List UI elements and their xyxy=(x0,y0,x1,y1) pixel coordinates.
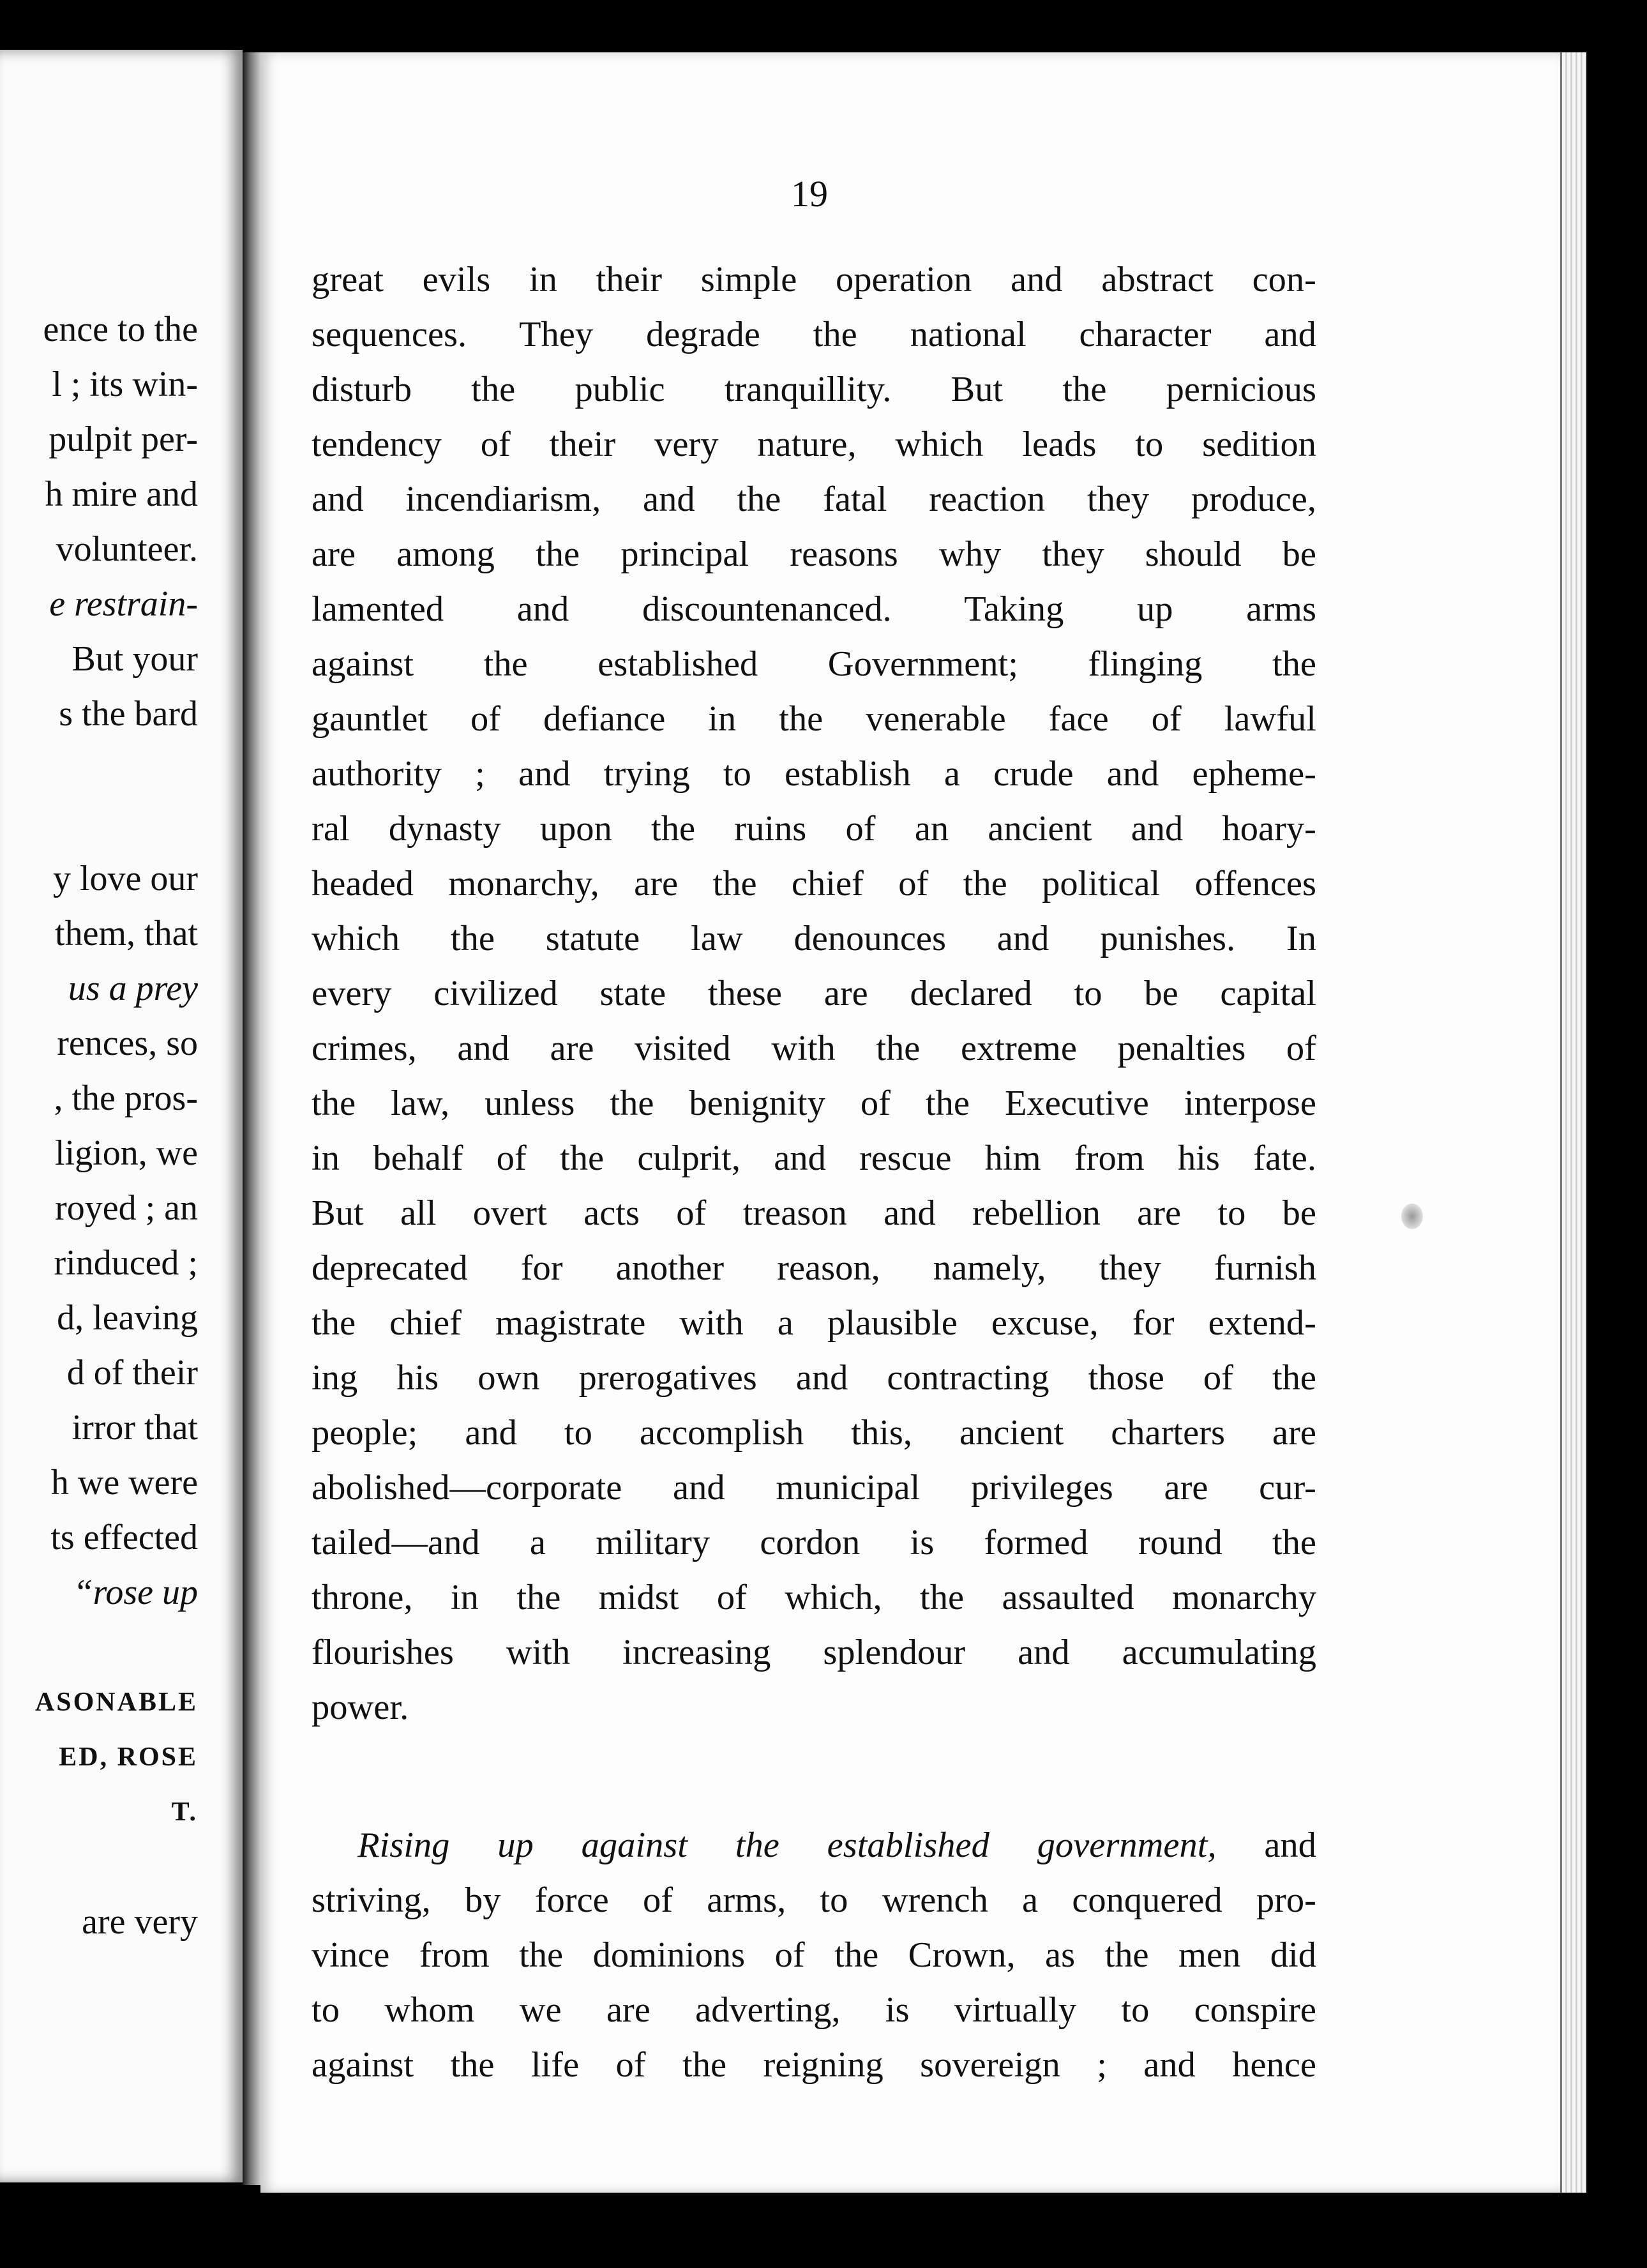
left-line: us a prey xyxy=(68,969,198,1008)
left-line: “rose up xyxy=(73,1573,198,1612)
left-line: ligion, we xyxy=(55,1133,198,1173)
left-line: volunteer. xyxy=(56,529,198,569)
text-line: abolished—corporate and municipal privileges are cur- xyxy=(312,1468,1316,1508)
ink-spot xyxy=(1401,1204,1423,1229)
text-line: great evils in their simple operation and abstract con- xyxy=(312,260,1316,299)
left-line: s the bard xyxy=(59,694,198,734)
left-line: h we were xyxy=(50,1463,198,1502)
page-edge xyxy=(1560,52,1586,2193)
book-gutter xyxy=(243,52,260,2185)
text-line: to whom we are adverting, is virtually to conspire xyxy=(312,1990,1316,2030)
text-line: the chief magistrate with a plausible excuse, for extend- xyxy=(312,1303,1316,1343)
text-line-paragraph-start xyxy=(312,1818,1316,1873)
page-number: 19 xyxy=(791,173,828,215)
left-line: rinduced ; xyxy=(54,1243,198,1283)
text-fragment: and xyxy=(1216,1826,1316,1865)
left-heading-line: ED, ROSE xyxy=(59,1743,198,1772)
text-line: every civilized state these are declared to be capital xyxy=(312,974,1316,1013)
left-line: pulpit per- xyxy=(49,420,198,459)
text-line: power. xyxy=(312,1688,409,1727)
text-line: striving, by force of arms, to wrench a conquered pro- xyxy=(312,1880,1316,1920)
left-gap xyxy=(0,741,198,851)
left-gap xyxy=(0,1620,198,1675)
text-line: against the established Government; flinging the xyxy=(312,644,1316,684)
left-heading-line: T. xyxy=(171,1797,198,1827)
left-line: ence to the xyxy=(43,310,198,349)
text-line: the law, unless the benignity of the Executive interpose xyxy=(312,1084,1316,1123)
left-line: h mire and xyxy=(45,474,198,514)
text-line: deprecated for another reason, namely, they furnish xyxy=(312,1248,1316,1288)
text-line: tailed—and a military cordon is formed round the xyxy=(312,1523,1316,1562)
left-line: rences, so xyxy=(57,1024,198,1063)
text-line: flourishes with increasing splendour and accumulating xyxy=(312,1633,1316,1672)
text-line: which the statute law denounces and punishes. In xyxy=(312,919,1316,958)
left-line: irror that xyxy=(71,1408,198,1448)
left-line: are very xyxy=(82,1902,198,1942)
text-line: ral dynasty upon the ruins of an ancient and hoary- xyxy=(312,809,1316,849)
italic-lead: Rising up against the established government, xyxy=(357,1826,1217,1865)
text-line: headed monarchy, are the chief of the political offences xyxy=(312,864,1316,903)
text-line: tendency of their very nature, which leads to sedition xyxy=(312,425,1316,464)
text-line: against the life of the reigning sovereign ; and hence xyxy=(312,2045,1316,2085)
text-line: authority ; and trying to establish a crude and epheme- xyxy=(312,754,1316,794)
text-line: vince from the dominions of the Crown, as the men did xyxy=(312,1935,1316,1975)
left-line: y love our xyxy=(52,859,198,898)
text-line: throne, in the midst of which, the assaulted monarchy xyxy=(312,1578,1316,1617)
text-line: crimes, and are visited with the extreme penalties of xyxy=(312,1029,1316,1068)
body-text xyxy=(312,252,1316,2092)
left-line: ts effected xyxy=(50,1518,198,1557)
left-line: them, that xyxy=(55,914,198,953)
text-line: people; and to accomplish this, ancient charters are xyxy=(312,1413,1316,1453)
text-line: ing his own prerogatives and contracting those of the xyxy=(312,1358,1316,1398)
left-line: d of their xyxy=(66,1353,198,1393)
text-line: But all overt acts of treason and rebellion are to be xyxy=(312,1193,1316,1233)
text-line: disturb the public tranquillity. But the pernicious xyxy=(312,370,1316,409)
left-line: d, leaving xyxy=(57,1298,198,1338)
left-page xyxy=(0,50,243,2182)
text-line: sequences. They degrade the national character and xyxy=(312,315,1316,354)
left-line: royed ; an xyxy=(55,1188,198,1228)
text-line: gauntlet of defiance in the venerable face of lawful xyxy=(312,699,1316,739)
left-page-text xyxy=(0,302,198,1949)
left-gap xyxy=(0,1840,198,1894)
text-line: and incendiarism, and the fatal reaction they produce, xyxy=(312,480,1316,519)
left-heading-line: ASONABLE xyxy=(34,1688,198,1717)
left-line: , the pros- xyxy=(54,1078,198,1118)
left-line: But your xyxy=(71,639,198,679)
left-line: e restrain- xyxy=(49,584,198,624)
left-line: l ; its win- xyxy=(52,365,198,404)
paragraph-gap xyxy=(312,1735,1316,1818)
text-line: in behalf of the culprit, and rescue him from his fate. xyxy=(312,1138,1316,1178)
text-line: are among the principal reasons why they should be xyxy=(312,534,1316,574)
text-line: lamented and discountenanced. Taking up arms xyxy=(312,589,1316,629)
